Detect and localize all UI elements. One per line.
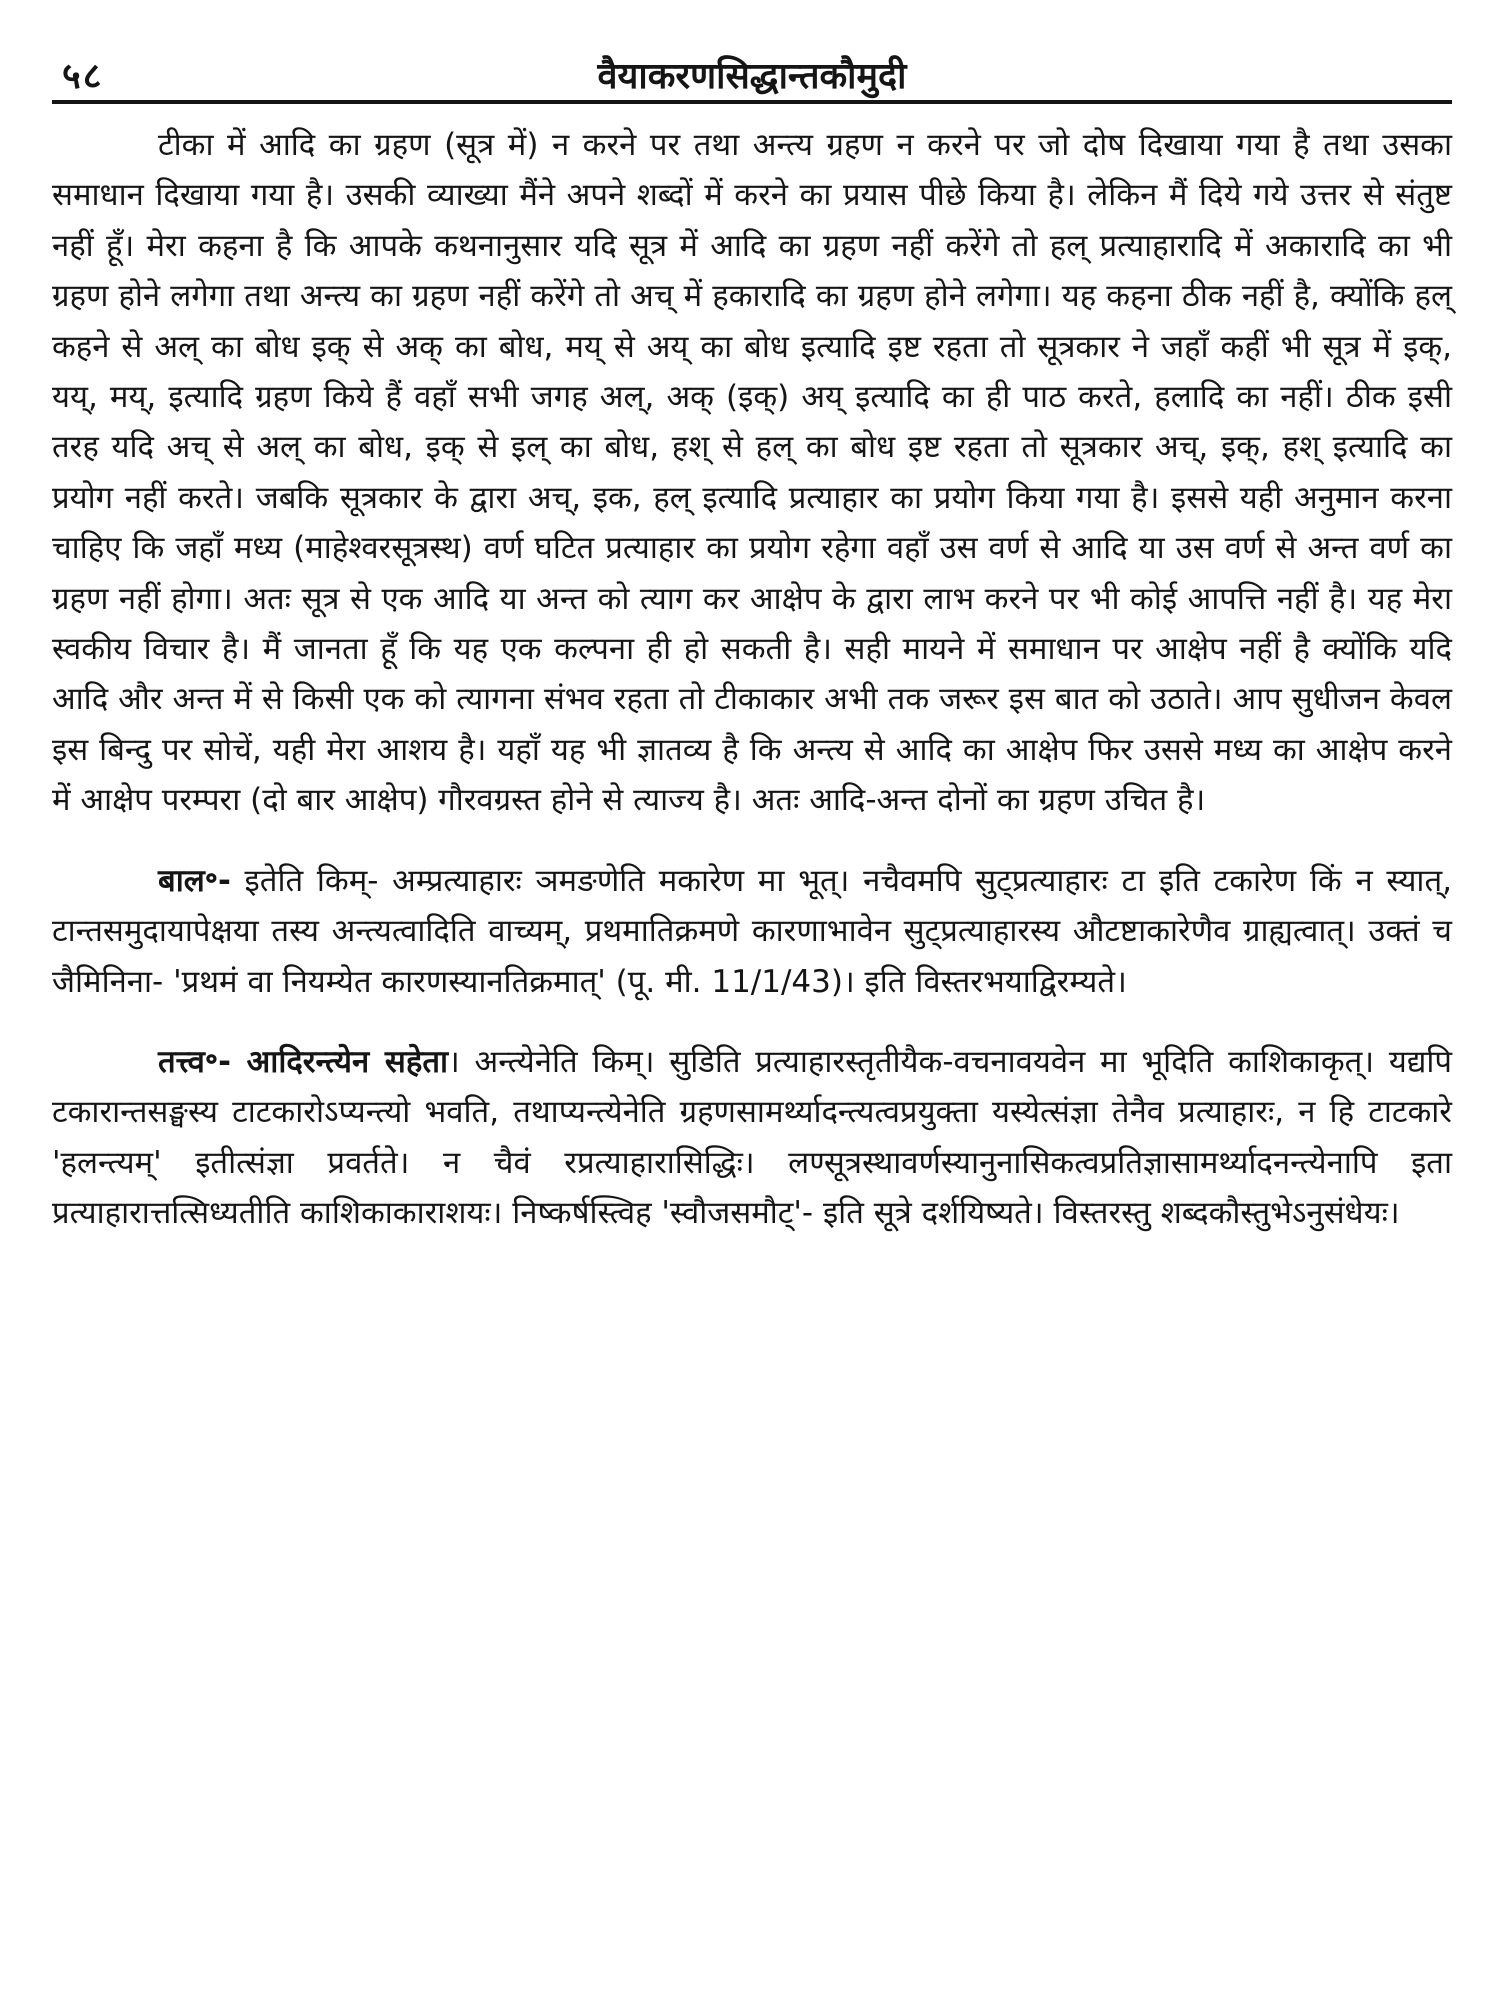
body-text	[52, 120, 1452, 1239]
page-header	[52, 26, 1452, 100]
commentary-paragraph	[52, 120, 1452, 826]
tattva-paragraph	[52, 1037, 1452, 1239]
paragraph-text: । अन्त्येनेति किम्। सुडिति प्रत्याहारस्तृतीयैक-वचनावयवेन मा भूदिति काशिकाकृत्। यद्यपि टकारान्तसङ्घस्य टाटकारोऽप्यन्त्यो भवति, तथाप्यन्त्येनेति ग्रहणसामर्थ्यादन्त्यत्वप्रयुक्ता यस्येत्संज्ञा तेनैव प्रत्याहारः, न हि टाटकारे 'हलन्त्यम्' इतीत्संज्ञा प्रवर्तते। न चैवं रप्रत्याहारासिद्धिः। लण्सूत्रस्थावर्णस्यानुनासिकत्वप्रतिज्ञासामर्थ्यादनन्त्येनापि इता प्रत्याहारात्तत्सिध्यतीति काशिकाकाराशयः। निष्कर्षस्त्विह 'स्वौजसमौट्'- इति सूत्रे दर्शयिष्यते। विस्तरस्तु शब्दकौस्तुभेऽनुसंधेयः।	[52, 1043, 1452, 1232]
paragraph-label: बाल॰-	[158, 862, 231, 899]
paragraph-text: इतेति किम्- अम्प्रत्याहारः ञमङणेति मकारेण मा भूत्। नचैवमपि सुट्प्रत्याहारः टा इति टकारेण किं न स्यात्, टान्तसमुदायापेक्षया तस्य अन्त्यत्वादिति वाच्यम्, प्रथमातिक्रमणे कारणाभावेन सुट्प्रत्याहारस्य औटष्टाकारेणैव ग्राह्यत्वात्। उक्तं च जैमिनिना- 'प्रथमं वा नियम्येत कारणस्यानतिक्रमात्' (पू. मी. 11/1/43)। इति विस्तरभयाद्विरम्यते।	[52, 862, 1452, 1000]
sutra-heading: आदिरन्त्येन सहेता	[230, 1043, 449, 1080]
running-title: वैयाकरणसिद्धान्तकौमुदी	[597, 56, 907, 97]
page-number: ५८	[62, 56, 104, 97]
bala-paragraph	[52, 856, 1452, 1007]
paragraph-label: तत्त्व॰-	[158, 1043, 231, 1080]
paragraph-text: टीका में आदि का ग्रहण (सूत्र में) न करने पर तथा अन्त्य ग्रहण न करने पर जो दोष दिखाया गया है तथा उसका समाधान दिखाया गया है। उसकी व्याख्या मैंने अपने शब्दों में करने का प्रयास पीछे किया है। लेकिन मैं दिये गये उत्तर से संतुष्ट नहीं हूँ। मेरा कहना है कि आपके कथनानुसार यदि सूत्र में आदि का ग्रहण नहीं करेंगे तो हल् प्रत्याहारादि में अकारादि का भी ग्रहण होने लगेगा तथा अन्त्य का ग्रहण नहीं करेंगे तो अच् में हकारादि का ग्रहण होने लगेगा। यह कहना ठीक नहीं है, क्योंकि हल् कहने से अल् का बोध इक् से अक् का बोध, मय् से अय् का बोध इत्यादि इष्ट रहता तो सूत्रकार ने जहाँ कहीं भी सूत्र में इक्, यय्, मय्, इत्यादि ग्रहण किये हैं वहाँ सभी जगह अल्, अक् (इक्) अय् इत्यादि का ही पाठ करते, हलादि का नहीं। ठीक इसी तरह यदि अच् से अल् का बोध, इक् से इल् का बोध, हश् से हल् का बोध इष्ट रहता तो सूत्रकार अच्, इक्, हश् इत्यादि का प्रयोग नहीं करते। जबकि सूत्रकार के द्वारा अच्, इक, हल् इत्यादि प्रत्याहार का प्रयोग किया गया है। इससे यही अनुमान करना चाहिए कि जहाँ मध्य (माहेश्वरसूत्रस्थ) वर्ण घटित प्रत्याहार का प्रयोग रहेगा वहाँ उस वर्ण से आदि या उस वर्ण से अन्त वर्ण का ग्रहण नहीं होगा। अतः सूत्र से एक आदि या अन्त को त्याग कर आक्षेप के द्वारा लाभ करने पर भी कोई आपत्ति नहीं है। यह मेरा स्वकीय विचार है। मैं जानता हूँ कि यह एक कल्पना ही हो सकती है। सही मायने में समाधान पर आक्षेप नहीं है क्योंकि यदि आदि और अन्त में से किसी एक को त्यागना संभव रहता तो टीकाकार अभी तक जरूर इस बात को उठाते। आप सुधीजन केवल इस बिन्दु पर सोचें, यही मेरा आशय है। यहाँ यह भी ज्ञातव्य है कि अन्त्य से आदि का आक्षेप फिर उससे मध्य का आक्षेप करने में आक्षेप परम्परा (दो बार आक्षेप) गौरवग्रस्त होने से त्याज्य है। अतः आदि-अन्त दोनों का ग्रहण उचित है।	[52, 127, 1452, 819]
header-rule	[52, 100, 1452, 104]
